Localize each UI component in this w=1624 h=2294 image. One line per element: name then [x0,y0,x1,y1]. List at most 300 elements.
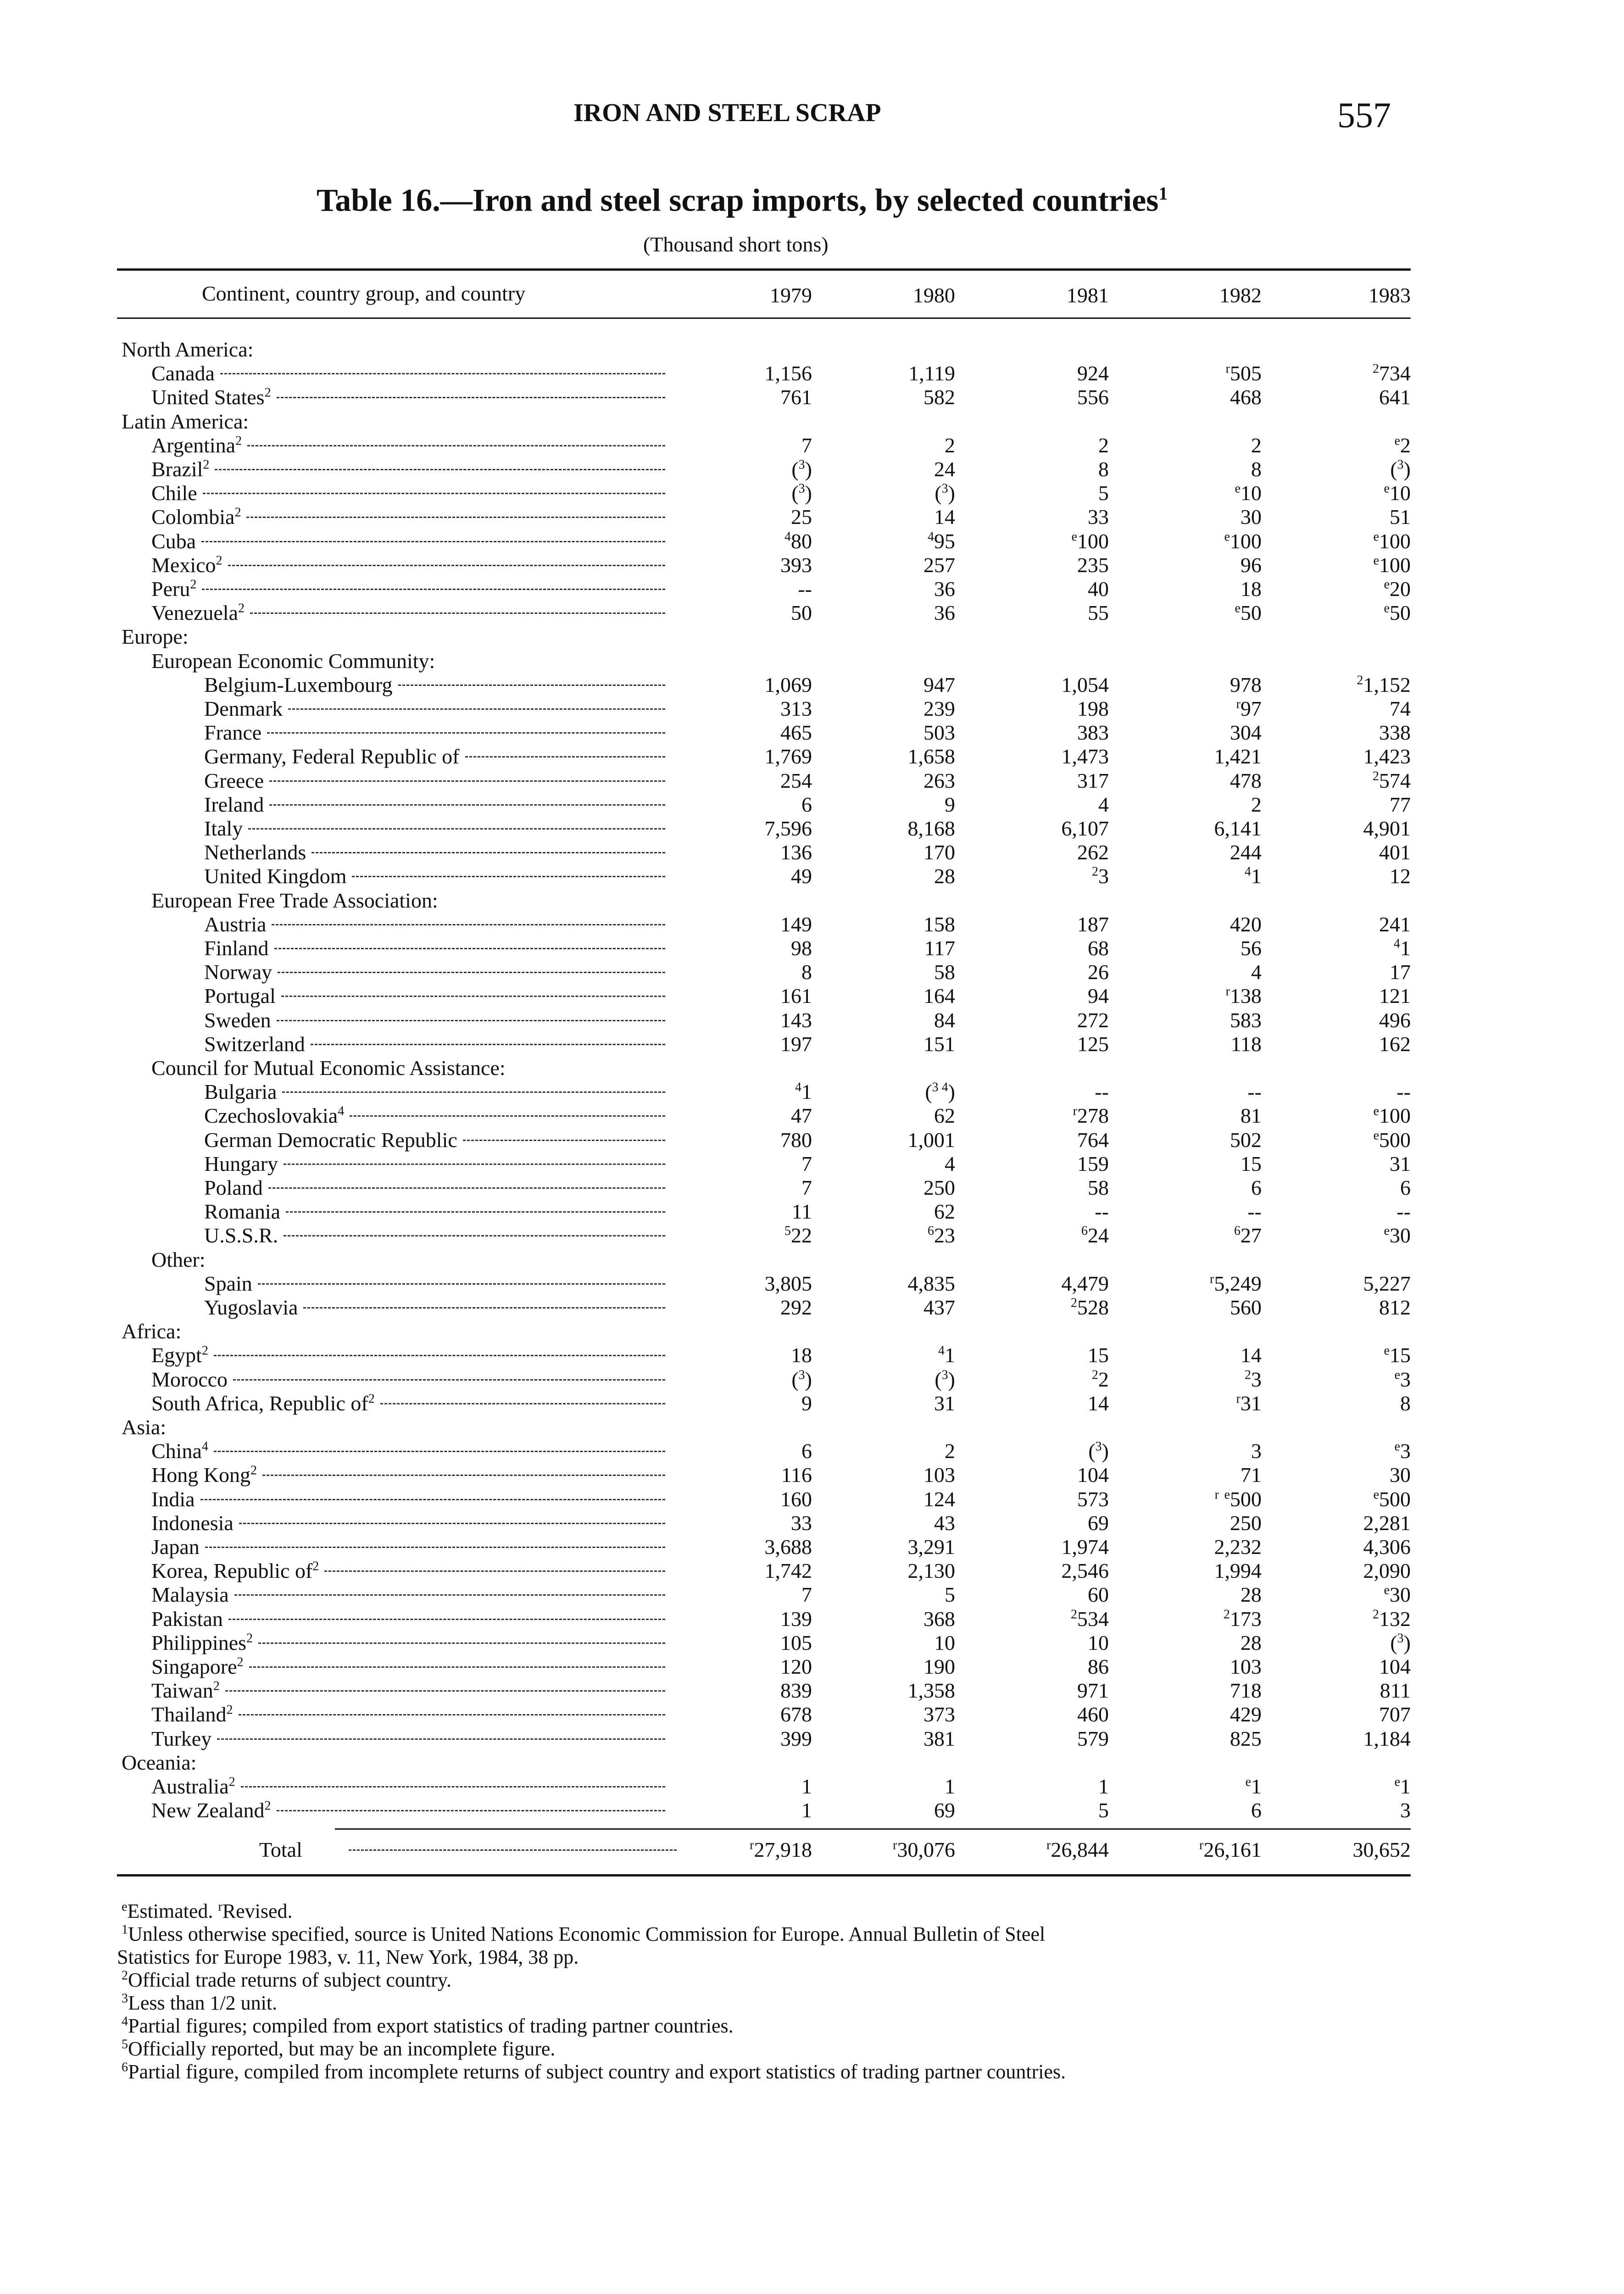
cell-value: 2,546 [1061,1559,1109,1583]
cell-value: 60 [1088,1583,1109,1607]
table-row [0,1774,1624,1798]
cell-value: 502 [1230,1128,1262,1152]
cell-value: $^2$173 [1224,1607,1262,1631]
cell-value: 5 [1098,1798,1109,1822]
label-text: Greece [204,768,264,792]
cell-value: 69 [1088,1511,1109,1535]
cell-value: $^r$97 [1236,697,1262,720]
group-heading-row [0,1319,1624,1343]
leader-dots [284,1235,665,1236]
country-label [204,1271,252,1296]
table-row [0,1631,1624,1654]
label-text: Asia: [122,1415,167,1439]
label-text: North America: [122,338,254,361]
leader-dots [282,1091,665,1093]
table-row [0,792,1624,816]
cell-value: 257 [923,553,955,577]
label-text: Thailand [151,1703,227,1726]
label-text: Belgium-Luxembourg [204,673,393,696]
leader-dots [277,1020,665,1021]
table-row [0,1463,1624,1487]
cell-value: $^e$15 [1384,1343,1411,1367]
column-header-label: Continent, country group, and country [202,282,526,305]
cell-value: ($^3$) [791,457,812,481]
cell-value: 1,994 [1214,1559,1262,1583]
leader-dots [288,708,665,710]
cell-value: 465 [780,721,812,745]
cell-value: 162 [1379,1032,1411,1056]
cell-value: 55 [1088,601,1109,625]
cell-value: 825 [1230,1726,1262,1750]
table-row [0,481,1624,505]
table-row [0,840,1624,864]
cell-value: 6 [1251,1798,1262,1822]
country-label [204,960,272,984]
cell-value: 10 [1088,1631,1109,1654]
cell-value: 6 [1400,1176,1411,1199]
footnote: Statistics for Europe 1983, v. 11, New York, 1984, 38 pp. [117,1946,579,1968]
table-row [0,960,1624,984]
cell-value: 30 [1240,505,1262,529]
table-row [0,1008,1624,1032]
label-text: Taiwan [151,1679,213,1703]
country-label [204,912,266,936]
leader-dots [463,1140,665,1141]
cell-value: 31 [1390,1152,1411,1175]
cell-value: 143 [780,1008,812,1032]
cell-value: 1 [945,1775,955,1798]
cell-value: $^e$500 [1373,1128,1411,1152]
cell-value: 250 [1230,1511,1262,1535]
total-value: $^r$26,844 [1046,1838,1109,1861]
cell-value: 235 [1077,553,1109,577]
leader-dots [215,469,665,470]
cell-value: $^2$3 [1245,1367,1262,1391]
footnote-ref: 2 [250,1464,257,1478]
country-label [204,1128,457,1152]
total-value: $^r$26,161 [1199,1838,1262,1861]
label-text: Austria [204,912,267,936]
label-text: Poland [204,1176,263,1199]
footnote-ref: 2 [235,434,242,448]
cell-value: -- [1396,1200,1411,1224]
leader-dots [380,1403,665,1404]
cell-value: 33 [791,1511,812,1535]
cell-value: 5 [945,1583,955,1607]
cell-value: 1 [801,1775,812,1798]
country-label [151,361,215,385]
cell-value: 161 [780,984,812,1008]
label-text: Africa: [122,1320,182,1343]
cell-value: 24 [934,457,955,481]
table-row [0,1175,1624,1199]
table-row [0,864,1624,888]
cell-value: -- [798,577,812,601]
cell-value: 381 [923,1726,955,1750]
country-label [151,1726,211,1751]
cell-value: $^4$1 [1245,864,1262,888]
table-row [0,553,1624,577]
cell-value: $^e$20 [1384,577,1411,601]
label-text: Denmark [204,697,283,720]
table-row [0,984,1624,1008]
cell-value: 971 [1077,1679,1109,1703]
cell-value: 1,001 [907,1128,955,1152]
table-row [0,720,1624,744]
label-text: Yugoslavia [204,1296,298,1319]
group-heading-row [0,624,1624,648]
cell-value: 383 [1077,721,1109,745]
cell-value: 1,069 [764,673,812,696]
running-head: IRON AND STEEL SCRAP [573,99,881,127]
label-text: Argentina [151,433,236,457]
cell-value: 8,168 [907,817,955,840]
cell-value: 429 [1230,1703,1262,1726]
country-label [151,1607,223,1631]
footnote-ref: 2 [312,1559,319,1574]
cell-value: $^2$528 [1071,1296,1109,1319]
group-heading [151,1247,206,1272]
cell-value: 62 [934,1104,955,1128]
cell-value: 6,107 [1061,817,1109,840]
footnote-ref: 2 [238,601,245,616]
cell-value: ($^3$) [791,1367,812,1391]
label-text: German Democratic Republic [204,1128,457,1152]
group-heading-row [0,1247,1624,1271]
cell-value: $^2$734 [1373,362,1411,385]
cell-value: 125 [1077,1032,1109,1056]
cell-value: 5 [1098,481,1109,505]
label-text: Cuba [151,529,196,553]
year-header-row [0,283,1624,307]
cell-value: 8 [1400,1391,1411,1415]
footnote: $^1$Unless otherwise specified, source is United Nations Economic Commission for Europe. Annual Bulletin of Steel [122,1922,1046,1945]
table-row [0,1582,1624,1606]
country-label [151,433,242,457]
cell-value: $^6$27 [1234,1224,1262,1247]
table-row [0,1535,1624,1559]
cell-value: 31 [934,1391,955,1415]
cell-value: 2 [1251,433,1262,457]
cell-value: 47 [791,1104,812,1128]
footnote: $^2$Official trade returns of subject country. [122,1968,451,1991]
cell-value: ($^3$) [1390,457,1411,481]
cell-value: 1,421 [1214,745,1262,768]
table-row [0,1439,1624,1463]
leader-dots [465,756,666,757]
cell-value: 2 [945,1439,955,1463]
leader-dots [258,1643,665,1644]
year-header: 1980 [913,284,955,307]
cell-value: 6 [801,1439,812,1463]
cell-value: $^e$50 [1235,601,1262,625]
cell-value: 149 [780,912,812,936]
cell-value: -- [1095,1080,1109,1104]
cell-value: 4,479 [1061,1271,1109,1295]
country-label [151,1391,375,1415]
table-row [0,601,1624,624]
country-label [151,1678,220,1703]
label-text: Sweden [204,1008,271,1032]
group-heading [151,1056,506,1080]
country-label [151,1343,208,1367]
label-text: European Free Trade Association: [151,888,438,912]
cell-value: 58 [934,960,955,984]
label-text: Singapore [151,1655,237,1678]
cell-value: 338 [1379,721,1411,745]
leader-dots [349,1849,677,1851]
table-row [0,744,1624,768]
table-row [0,1103,1624,1127]
group-heading-row [0,337,1624,361]
cell-value: 420 [1230,912,1262,936]
cell-value: 58 [1088,1176,1109,1199]
cell-value: 4 [1098,792,1109,816]
cell-value: 947 [923,673,955,696]
leader-dots [250,612,665,614]
cell-value: 11 [791,1200,812,1224]
country-label [151,1367,228,1392]
cell-value: 250 [923,1176,955,1199]
cell-value: 241 [1379,912,1411,936]
leader-dots [249,1666,665,1668]
footnote-ref: 2 [234,506,241,520]
table-row [0,1199,1624,1223]
cell-value: 158 [923,912,955,936]
group-heading [122,1319,181,1343]
cell-value: 4,306 [1363,1535,1411,1559]
cell-value: 8 [1251,457,1262,481]
total-value: $^r$30,076 [893,1838,955,1861]
table-row [0,673,1624,696]
country-label [204,1295,298,1320]
cell-value: 2 [945,433,955,457]
group-heading [122,337,253,362]
cell-value: 399 [780,1726,812,1750]
country-label [204,840,306,864]
cell-value: 4 [945,1152,955,1175]
cell-value: $^e$100 [1373,553,1411,577]
cell-value: 393 [780,553,812,577]
cell-value: 978 [1230,673,1262,696]
table-title-note: 1 [1158,183,1168,204]
cell-value: 71 [1240,1463,1262,1487]
cell-value: 1 [801,1798,812,1822]
cell-value: 12 [1390,864,1411,888]
country-label [151,1582,229,1607]
leader-dots [262,1475,665,1476]
leader-dots [214,1355,665,1356]
cell-value: 4,901 [1363,817,1411,840]
cell-value: ($^3$) [1088,1439,1109,1463]
cell-value: 3 [1251,1439,1262,1463]
cell-value: 2,281 [1363,1511,1411,1535]
cell-value: 116 [781,1463,812,1487]
cell-value: 468 [1230,385,1262,409]
cell-value: $^r$ $^e$500 [1214,1487,1262,1511]
table-row [0,1559,1624,1582]
group-heading [122,409,249,434]
country-label [151,1439,208,1463]
footnote: $^3$Less than 1/2 unit. [122,1991,278,2014]
cell-value: 812 [1379,1296,1411,1319]
cell-value: 8 [1098,457,1109,481]
cell-value: 7,596 [764,817,812,840]
cell-value: 1,423 [1363,745,1411,768]
label-text: Venezuela [151,601,238,625]
table-row [0,433,1624,457]
country-label [151,1559,319,1583]
leader-dots [272,924,665,925]
cell-value: -- [1396,1080,1411,1104]
cell-value: 3 [1400,1798,1411,1822]
label-text: Czechoslovakia [204,1104,338,1128]
cell-value: 15 [1240,1152,1262,1175]
cell-value: 81 [1240,1104,1262,1128]
cell-value: $^e$100 [1373,529,1411,553]
leader-dots [284,1164,665,1165]
cell-value: 51 [1390,505,1411,529]
cell-value: 1 [1098,1775,1109,1798]
cell-value: 1,054 [1061,673,1109,696]
country-label [204,816,243,841]
cell-value: 5,227 [1363,1271,1411,1295]
cell-value: 1,156 [764,362,812,385]
cell-value: 164 [923,984,955,1008]
footnote-ref: 2 [190,577,197,592]
table-row [0,768,1624,792]
footnote-ref: 2 [216,553,222,568]
leader-dots [267,732,665,734]
label-text: Morocco [151,1367,228,1391]
cell-value: 2 [1098,433,1109,457]
cell-value: 3,805 [764,1271,812,1295]
leader-dots [303,1307,665,1308]
cell-value: 18 [1240,577,1262,601]
cell-value: 86 [1088,1655,1109,1678]
cell-value: 1,742 [764,1559,812,1583]
country-label [204,1080,277,1104]
cell-value: 262 [1077,841,1109,864]
table-row [0,1295,1624,1319]
label-text: Hungary [204,1152,278,1175]
cell-value: 707 [1379,1703,1411,1726]
cell-value: 25 [791,505,812,529]
cell-value: 401 [1379,841,1411,864]
cell-value: ($^3$) [791,481,812,505]
cell-value: 7 [801,1152,812,1175]
cell-value: $^r$278 [1073,1104,1109,1128]
country-label [204,1008,271,1032]
label-text: Hong Kong [151,1463,250,1487]
footnote-ref: 2 [237,1655,244,1670]
cell-value: 8 [801,960,812,984]
leader-dots [217,1738,665,1740]
cell-value: 28 [1240,1583,1262,1607]
cell-value: 582 [923,385,955,409]
label-text: Finland [204,936,269,960]
leader-dots [201,541,665,542]
cell-value: $^e$500 [1373,1487,1411,1511]
table-row [0,1223,1624,1247]
cell-value: 3,291 [907,1535,955,1559]
cell-value: 2,130 [907,1559,955,1583]
cell-value: $^6$23 [928,1224,955,1247]
footnote-ref: 2 [368,1392,375,1406]
footnote-ref: 2 [201,1344,208,1359]
cell-value: 368 [923,1607,955,1631]
table-row [0,1271,1624,1295]
cell-value: $^e$10 [1384,481,1411,505]
leader-dots [350,1115,665,1117]
label-text: European Economic Community: [151,649,435,673]
cell-value: $^2$534 [1071,1607,1109,1631]
footnote-ref: 4 [338,1104,345,1119]
cell-value: 437 [923,1296,955,1319]
cell-value: 3,688 [764,1535,812,1559]
label-text: Europe: [122,625,189,649]
table-row [0,361,1624,385]
group-heading [151,649,435,673]
cell-value: 764 [1077,1128,1109,1152]
country-label [204,744,460,768]
leader-dots [311,852,665,853]
leader-dots [269,804,665,806]
leader-dots [234,1594,665,1596]
country-label [204,673,393,697]
label-text: Egypt [151,1343,202,1367]
country-label [204,1199,280,1224]
leader-dots [248,828,665,830]
label-text: Australia [151,1775,229,1798]
cell-value: 197 [780,1032,812,1056]
cell-value: ($^{3 4}$) [925,1080,955,1104]
cell-value: $^e$100 [1373,1104,1411,1128]
cell-value: 7 [801,1176,812,1199]
leader-dots [220,373,665,374]
table-row [0,577,1624,601]
country-label [204,696,283,721]
table-row [0,1367,1624,1391]
cell-value: 244 [1230,841,1262,864]
cell-value: 4 [1251,960,1262,984]
cell-value: 18 [791,1343,812,1367]
label-text: Italy [204,817,243,840]
label-text: Japan [151,1535,200,1559]
label-text: Canada [151,362,215,385]
cell-value: 1,473 [1061,745,1109,768]
cell-value: 105 [780,1631,812,1654]
leader-dots [200,1499,665,1500]
cell-value: 68 [1088,936,1109,960]
cell-value: 313 [780,697,812,720]
label-text: Chile [151,481,197,505]
table-row [0,1798,1624,1822]
cell-value: ($^3$) [934,481,955,505]
table-header-rule [117,317,1411,319]
cell-value: 124 [923,1487,955,1511]
cell-value: 317 [1077,768,1109,792]
label-text: France [204,721,262,745]
cell-value: 373 [923,1703,955,1726]
cell-value: 6,141 [1214,817,1262,840]
footnote-ref: 2 [213,1679,220,1693]
label-text: Romania [204,1200,281,1224]
label-text: Mexico [151,553,216,577]
cell-value: 9 [945,792,955,816]
cell-value: 1,658 [907,745,955,768]
group-heading [122,1750,196,1775]
